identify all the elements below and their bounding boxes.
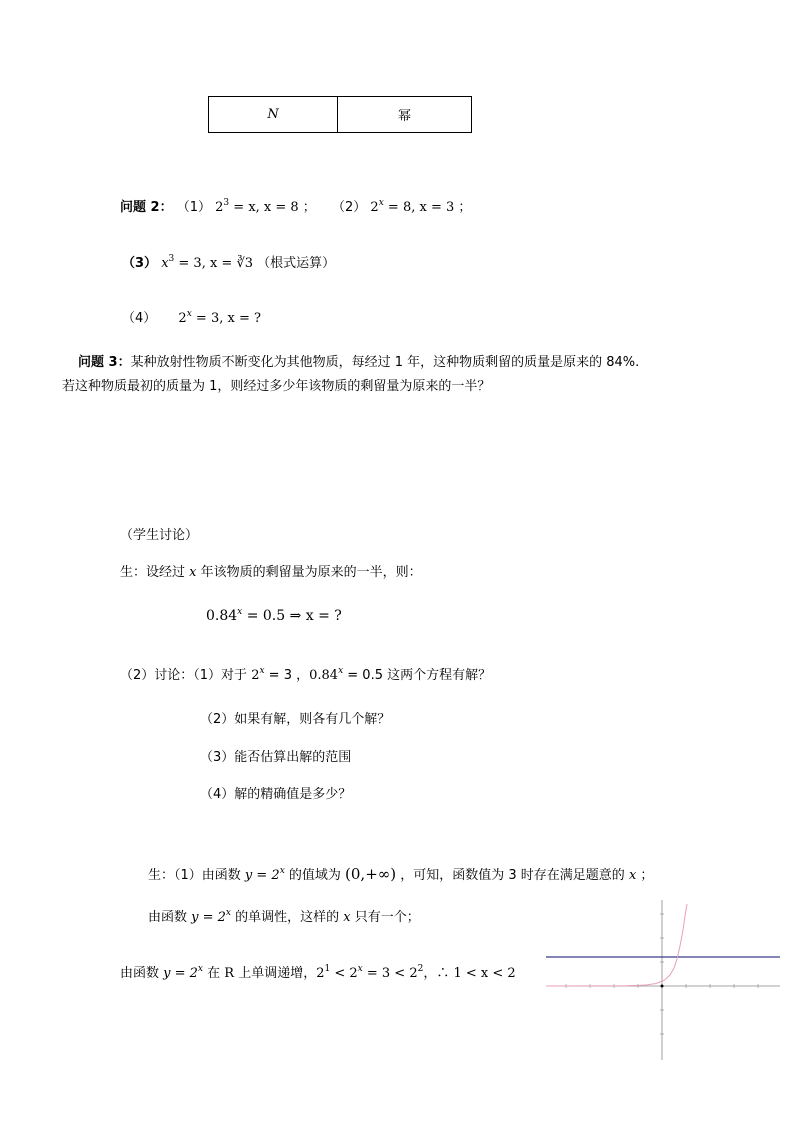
discussion-question-4: （4）解的精确值是多少？ xyxy=(200,787,352,802)
question-2-label: 问题 2： xyxy=(120,200,173,215)
table-cell-n: N xyxy=(209,97,338,132)
definition-table xyxy=(208,96,472,133)
discussion-question-2: （2）如果有解，则各有几个解？ xyxy=(200,712,391,727)
answer-line-3: 由函数 $y = 2^x$ 在 R 上单调递增，$2^1 < 2^x = 3 < 2^2$，∴ 1 < x < 2 xyxy=(120,964,516,981)
question-2-item-4: （4） $2^x = 3$, x = ? xyxy=(122,309,261,326)
q2-item4-formula: $2^x = 3$, x = ? xyxy=(178,309,261,326)
answer-line-1: 生：（1）由函数 $y = 2^x$ 的值域为 (0,+∞) ，可知，函数值为 3 时存在满足题意的 x ； xyxy=(148,865,654,883)
discussion-header: （学生讨论） xyxy=(120,528,199,543)
question-2-item-3: （3） $x^3 = 3$, x = ∛3 （根式运算） xyxy=(122,254,336,271)
q2-item3-formula: $x^3 = 3$, x = ∛3 xyxy=(161,254,254,271)
table-cell-power: 幂 xyxy=(397,109,411,124)
answer-line-2: 由函数 $y = 2^x$ 的单调性，这样的 x 只有一个； xyxy=(148,908,420,925)
question-3-line-2: 若这种物质最初的质量为 1，则经过多少年该物质的剩留量为原来的一半？ xyxy=(62,379,491,394)
discussion-question-1: （2）讨论：（1）对于 $2^x = 3$ ，$0.84^x = 0.5$ 这两个方程有解？ xyxy=(120,666,492,683)
curve-y-equals-2-pow-x xyxy=(546,904,687,986)
origin-point xyxy=(661,985,664,988)
q2-item1-formula: $2^3 = x$, x = 8 ； xyxy=(215,198,316,215)
question-2-line-1: 问题 2： （1） $2^3 = x$, x = 8 ； xyxy=(120,198,316,215)
exponential-graph xyxy=(546,900,780,1060)
equation: $0.84^x = 0.5$ ⇒ x = ? xyxy=(206,607,342,624)
student-setup: 生：设经过 x 年该物质的剩留量为原来的一半，则： xyxy=(120,565,422,580)
question-3-label: 问题 3： xyxy=(78,355,131,370)
discussion-question-3: （3）能否估算出解的范围 xyxy=(200,750,352,765)
question-2-item-2: （2） $2^x = 8$, x = 3 ； xyxy=(332,198,472,215)
question-3-line-1: 问题 3：某种放射性物质不断变化为其他物质，每经过 1 年，这种物质剩留的质量是原来的 84%. xyxy=(78,355,640,370)
q2-item2-formula: $2^x = 8$, x = 3 ； xyxy=(370,198,472,215)
